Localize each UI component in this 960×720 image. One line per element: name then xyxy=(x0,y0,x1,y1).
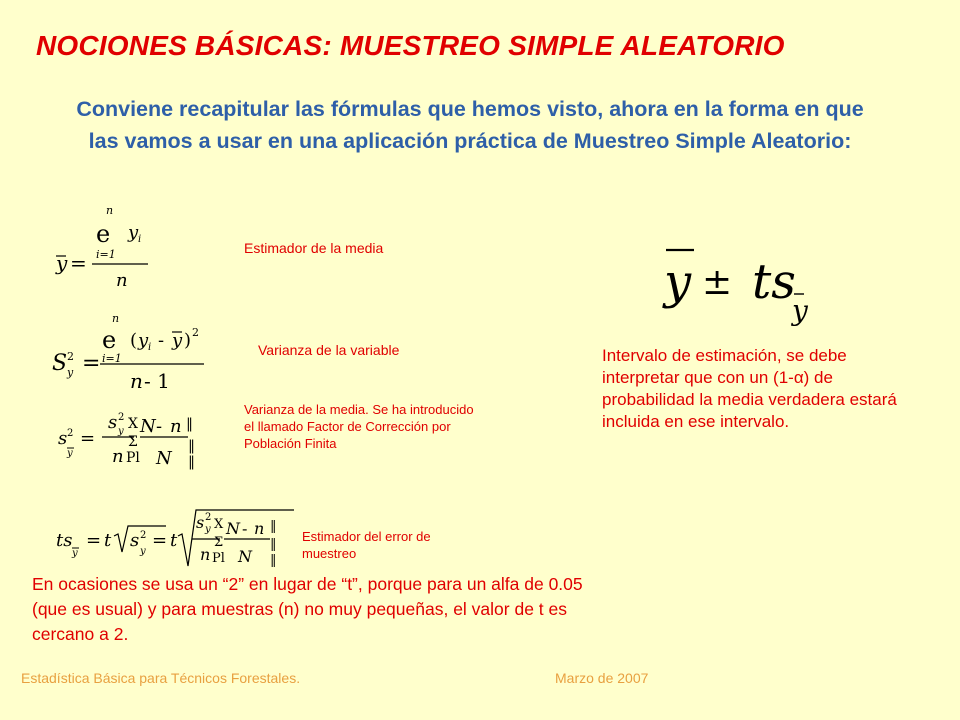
svg-text:=: = xyxy=(86,530,102,551)
t-value-note: En ocasiones se usa un “2” en lugar de “t”, porque para un alfa de 0.05 (que es usual) y para muestras (n) no muy pequeñas, el valor de t es cercano a 2. xyxy=(32,574,583,644)
svg-text:n: n xyxy=(130,369,143,393)
mean-variance-label: Varianza de la media. Se ha introducido el llamado Factor de Corrección por Población Finita xyxy=(244,402,474,451)
svg-text:i=1: i=1 xyxy=(102,352,122,365)
svg-text:(: ( xyxy=(130,330,138,351)
svg-text:y: y xyxy=(205,524,211,535)
sampling-error-label: Estimador del error de muestreo xyxy=(302,529,431,561)
svg-text:2: 2 xyxy=(67,350,74,363)
interval-description: Intervalo de estimación, se debe interpretar que con un (1-α) de probabilidad la media verdadera estará incluida en ese intervalo. xyxy=(602,346,897,431)
footer-date: Marzo de 2007 xyxy=(555,670,649,686)
slide-title: NOCIONES BÁSICAS: MUESTREO SIMPLE ALEATORIO xyxy=(36,30,785,61)
svg-text:=: = xyxy=(152,530,168,551)
svg-text:s: s xyxy=(108,412,118,433)
svg-text:i: i xyxy=(138,234,142,245)
svg-text:y: y xyxy=(118,426,124,437)
svg-text:N: N xyxy=(140,416,156,437)
svg-text:y: y xyxy=(138,330,149,351)
svg-text:2: 2 xyxy=(140,530,147,541)
svg-text:ts: ts xyxy=(752,254,796,310)
sampling-error-formula xyxy=(56,506,296,570)
svg-text:2: 2 xyxy=(205,512,212,523)
svg-text:y: y xyxy=(172,330,183,351)
svg-text:y: y xyxy=(664,254,692,310)
mean-variance-formula xyxy=(56,406,206,472)
svg-text:N: N xyxy=(238,547,252,566)
svg-text:S: S xyxy=(52,351,68,376)
svg-text:-: - xyxy=(242,519,248,538)
svg-text:n: n xyxy=(106,204,114,217)
svg-text:y: y xyxy=(67,366,74,379)
svg-text:‖: ‖ xyxy=(270,553,277,568)
interval-formula xyxy=(660,240,830,330)
svg-text:n: n xyxy=(200,545,211,564)
variance-label: Varianza de la variable xyxy=(258,342,400,358)
svg-text:±: ± xyxy=(702,262,733,303)
svg-text:-: - xyxy=(158,330,165,351)
svg-text:e: e xyxy=(96,220,111,248)
mean-formula xyxy=(52,200,162,290)
footer-course: Estadística Básica para Técnicos Forestales. xyxy=(21,670,301,686)
svg-text:Σ: Σ xyxy=(128,434,138,450)
svg-text:‖: ‖ xyxy=(270,537,277,552)
svg-text:y: y xyxy=(792,294,808,327)
svg-text:n: n xyxy=(116,270,128,291)
svg-text:Pl: Pl xyxy=(212,551,225,566)
svg-text:t: t xyxy=(170,530,178,551)
svg-text:=: = xyxy=(70,251,87,275)
svg-text:n: n xyxy=(112,312,120,325)
svg-text:n: n xyxy=(170,416,182,437)
svg-text:s: s xyxy=(130,530,140,551)
mean-estimator-label: Estimador de la media xyxy=(244,240,384,256)
svg-text:-: - xyxy=(156,416,163,437)
svg-text:Χ: Χ xyxy=(128,416,138,432)
svg-text:e: e xyxy=(102,326,117,354)
svg-text:Χ: Χ xyxy=(214,517,224,532)
svg-text:s: s xyxy=(196,513,205,532)
svg-text:Pl: Pl xyxy=(126,450,140,466)
variance-formula xyxy=(50,308,210,392)
svg-text:=: = xyxy=(82,351,101,376)
svg-text:2: 2 xyxy=(67,428,74,439)
svg-text:‖: ‖ xyxy=(188,438,195,454)
svg-text:y: y xyxy=(72,548,78,559)
svg-text:n: n xyxy=(254,519,265,538)
svg-text:ts: ts xyxy=(56,530,73,551)
svg-text:Σ: Σ xyxy=(214,535,224,550)
svg-text:y: y xyxy=(56,251,68,275)
intro-paragraph: Conviene recapitular las fórmulas que hemos visto, ahora en la forma en que las vamos a usar en una aplicación práctica de Muestreo Simple Aleatorio: xyxy=(76,97,864,153)
svg-text:s: s xyxy=(58,428,68,449)
svg-text:N: N xyxy=(226,519,240,538)
svg-text:‖: ‖ xyxy=(188,454,195,470)
svg-text:- 1: - 1 xyxy=(144,369,170,393)
svg-text:=: = xyxy=(80,428,96,449)
svg-text:): ) xyxy=(184,330,192,351)
svg-text:2: 2 xyxy=(192,326,199,339)
svg-text:‖: ‖ xyxy=(186,416,193,432)
svg-text:i=1: i=1 xyxy=(96,248,116,261)
svg-text:y: y xyxy=(140,546,146,557)
svg-text:n: n xyxy=(112,446,124,467)
svg-text:t: t xyxy=(104,530,112,551)
svg-text:N: N xyxy=(156,448,172,469)
svg-text:i: i xyxy=(148,342,152,353)
svg-text:y: y xyxy=(128,222,139,243)
svg-text:y: y xyxy=(67,448,73,459)
svg-text:2: 2 xyxy=(118,412,125,423)
svg-text:‖: ‖ xyxy=(270,519,277,534)
